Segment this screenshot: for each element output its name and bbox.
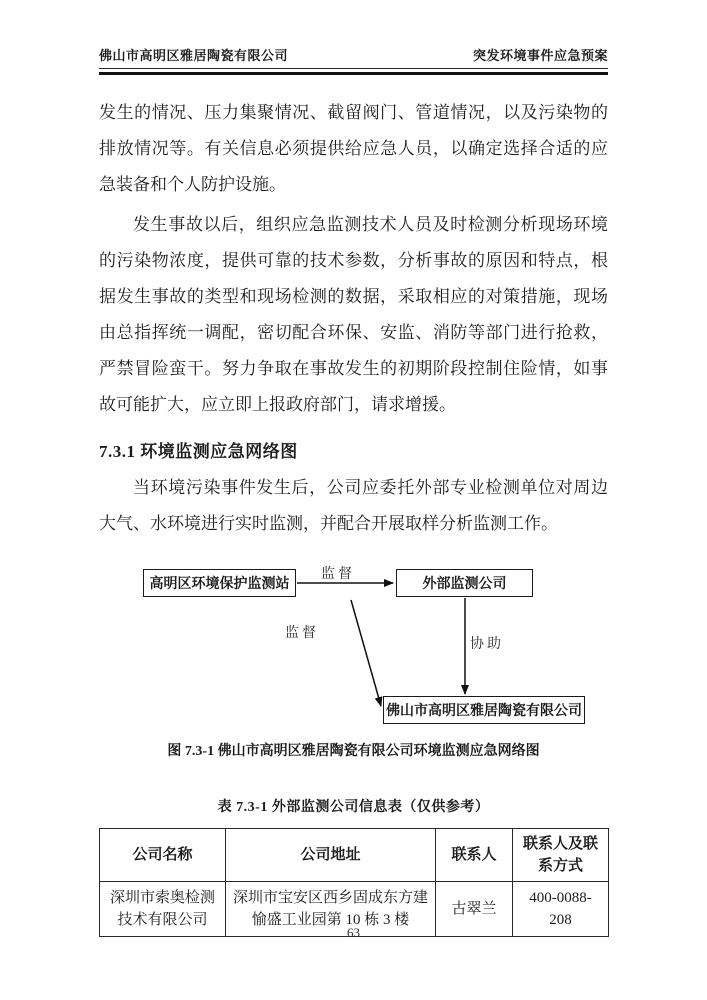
node-monitor-station: 高明区环境保护监测站 — [143, 569, 296, 597]
page-header — [99, 0, 608, 69]
paragraph-monitoring-commission: 当环境污染事件发生后，公司应委托外部专业检测单位对周边大气、水环境进行实时监测，并配合开展取样分析监测工作。 — [99, 478, 608, 533]
paragraph-pollutant-discharge: 发生的情况、压力集聚情况、截留阀门、管道情况，以及污染物的排放情况等。有关信息必须提供给应急人员，以确定选择合适的应急装备和个人防护设施。 — [99, 103, 608, 194]
header-company-name: 佛山市高明区雅居陶瓷有限公司 — [99, 48, 289, 63]
cell-contact: 古翠兰 — [436, 882, 513, 937]
cell-phone: 400-0088-208 — [513, 882, 609, 937]
node-company: 佛山市高明区雅居陶瓷有限公司 — [383, 696, 585, 724]
table-header-row — [100, 829, 609, 882]
figure-caption: 图 7.3-1 佛山市高明区雅居陶瓷有限公司环境监测应急网络图 — [167, 744, 540, 759]
col-header-contact: 联系人 — [436, 829, 513, 882]
header-doc-title: 突发环境事件应急预案 — [472, 48, 608, 63]
cell-company-address: 深圳市宝安区西乡固成东方建愉盛工业园第 10 栋 3 楼 — [226, 882, 436, 937]
monitoring-network-diagram — [99, 562, 608, 732]
col-header-contact-info: 联系人及联系方式 — [513, 829, 609, 882]
cell-company-name: 深圳市索奥检测技术有限公司 — [100, 882, 226, 937]
edge-label-supervise-diagonal: 监督 — [285, 626, 319, 641]
col-header-company-address: 公司地址 — [226, 829, 436, 882]
arrow-supervise-diagonal — [351, 600, 381, 706]
header-rule — [99, 72, 608, 75]
col-header-company-name: 公司名称 — [100, 829, 226, 882]
edge-label-assist: 协助 — [470, 637, 504, 652]
edge-label-supervise-top: 监督 — [321, 567, 355, 582]
section-heading-7-3-1: 7.3.1 环境监测应急网络图 — [99, 442, 298, 461]
table-caption: 表 7.3-1 外部监测公司信息表（仅供参考） — [217, 800, 490, 815]
node-external-company: 外部监测公司 — [396, 569, 533, 597]
paragraph-after-accident: 发生事故以后，组织应急监测技术人员及时检测分析现场环境的污染物浓度，提供可靠的技术参数，分析事故的原因和特点，根据发生事故的类型和现场检测的数据，采取相应的对策措施，现场由总指挥统一调配，密切配合环保、安监、消防等部门进行抢救，严禁冒险蛮干。努力争取在事故发生的初期阶段控制住险情，如事故可能扩大，应立即上报政府部门，请求增援。 — [99, 215, 608, 414]
page-number: 63 — [347, 925, 360, 940]
external-company-table — [99, 828, 609, 937]
